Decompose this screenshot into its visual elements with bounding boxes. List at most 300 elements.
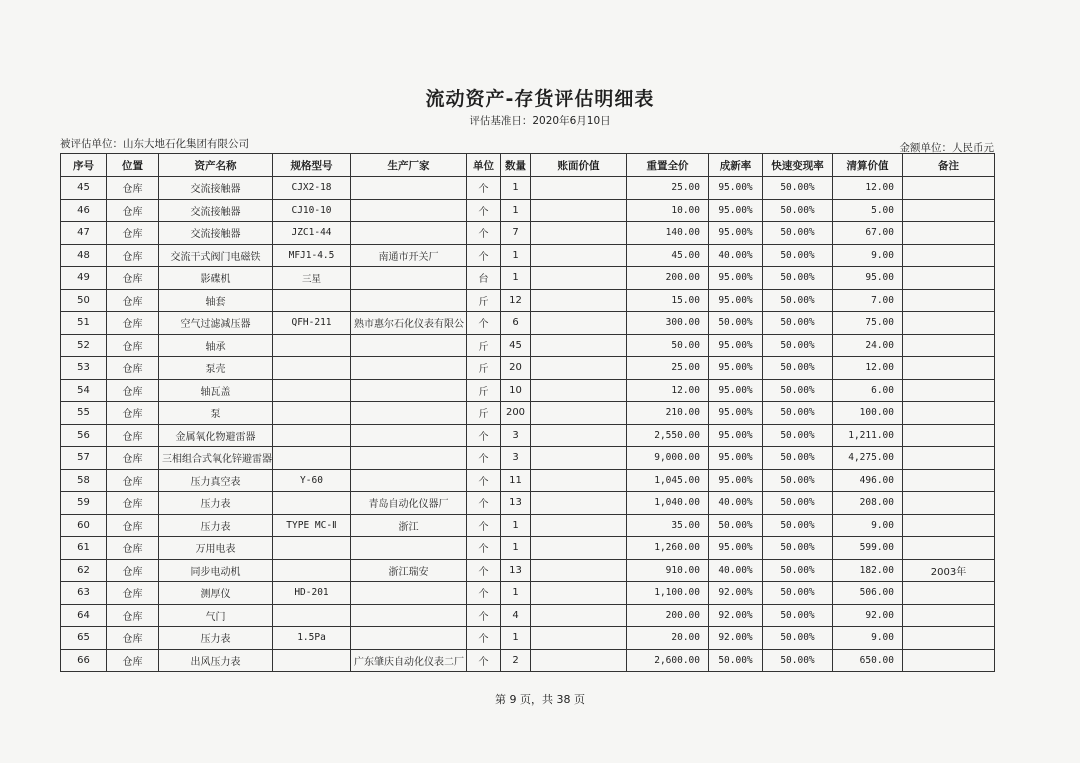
table-cell: 斤 [467, 334, 501, 357]
table-row [61, 402, 995, 425]
table-cell [531, 492, 627, 515]
table-cell: 仓库 [107, 627, 159, 650]
table-cell [531, 559, 627, 582]
table-cell: 50.00% [763, 289, 833, 312]
table-cell: 斤 [467, 402, 501, 425]
table-cell: 个 [467, 514, 501, 537]
table-cell: 熟市惠尔石化仪表有限公 [351, 312, 467, 335]
table-cell: Y-60 [273, 469, 351, 492]
table-cell: 压力表 [159, 514, 273, 537]
table-cell: 个 [467, 222, 501, 245]
table-cell: 25.00 [627, 177, 709, 200]
table-cell [531, 222, 627, 245]
table-cell: 仓库 [107, 537, 159, 560]
table-cell [273, 402, 351, 425]
table-cell: 广东肇庆自动化仪表二厂 [351, 649, 467, 672]
table-cell [531, 469, 627, 492]
table-cell: 7.00 [833, 289, 903, 312]
column-header: 资产名称 [159, 154, 273, 177]
table-cell: 54 [61, 379, 107, 402]
table-cell: 208.00 [833, 492, 903, 515]
table-cell [903, 244, 995, 267]
table-cell: 同步电动机 [159, 559, 273, 582]
table-cell: 910.00 [627, 559, 709, 582]
table-cell: 50.00% [709, 312, 763, 335]
table-row [61, 537, 995, 560]
table-cell: 60 [61, 514, 107, 537]
table-cell: 仓库 [107, 424, 159, 447]
table-cell: 个 [467, 627, 501, 650]
table-cell: 斤 [467, 379, 501, 402]
table-cell [273, 604, 351, 627]
table-cell: 300.00 [627, 312, 709, 335]
table-cell: 万用电表 [159, 537, 273, 560]
table-cell: 9.00 [833, 627, 903, 650]
table-cell: 1,045.00 [627, 469, 709, 492]
table-cell: 50.00% [763, 627, 833, 650]
table-cell [531, 177, 627, 200]
table-cell [903, 402, 995, 425]
table-cell: 交流接触器 [159, 199, 273, 222]
table-cell: 4,275.00 [833, 447, 903, 470]
table-cell: 浙江 [351, 514, 467, 537]
table-cell [273, 289, 351, 312]
table-cell: 仓库 [107, 334, 159, 357]
table-cell: 泵 [159, 402, 273, 425]
table-cell: 20 [501, 357, 531, 380]
table-cell: 50.00% [763, 177, 833, 200]
table-cell: 仓库 [107, 559, 159, 582]
table-cell: 12.00 [833, 357, 903, 380]
table-cell: 压力表 [159, 492, 273, 515]
table-cell: 20.00 [627, 627, 709, 650]
table-cell: 9,000.00 [627, 447, 709, 470]
table-cell: 210.00 [627, 402, 709, 425]
table-cell: 95.00% [709, 402, 763, 425]
table-cell: 50.00% [763, 469, 833, 492]
table-cell: 599.00 [833, 537, 903, 560]
table-cell: 1 [501, 537, 531, 560]
table-cell: 个 [467, 559, 501, 582]
inventory-table [60, 153, 995, 672]
table-cell: 95.00% [709, 222, 763, 245]
table-cell: 仓库 [107, 649, 159, 672]
table-cell [531, 447, 627, 470]
table-cell: TYPE MC-Ⅱ [273, 514, 351, 537]
table-cell: 1 [501, 244, 531, 267]
table-cell: 斤 [467, 357, 501, 380]
table-row [61, 424, 995, 447]
table-cell: 95.00% [709, 199, 763, 222]
table-cell: 仓库 [107, 267, 159, 290]
table-cell: 25.00 [627, 357, 709, 380]
table-cell: 52 [61, 334, 107, 357]
table-cell: 24.00 [833, 334, 903, 357]
table-cell: 4 [501, 604, 531, 627]
table-cell [351, 379, 467, 402]
table-cell: 2,550.00 [627, 424, 709, 447]
table-cell [903, 582, 995, 605]
table-cell: 95.00% [709, 424, 763, 447]
table-cell: 仓库 [107, 244, 159, 267]
table-cell: 50.00% [763, 379, 833, 402]
column-header: 序号 [61, 154, 107, 177]
table-row [61, 492, 995, 515]
table-cell [531, 334, 627, 357]
table-cell: 95.00% [709, 447, 763, 470]
table-cell: 46 [61, 199, 107, 222]
table-cell [531, 379, 627, 402]
table-cell: 95.00 [833, 267, 903, 290]
table-cell: 泵壳 [159, 357, 273, 380]
table-row [61, 559, 995, 582]
table-cell: 南通市开关厂 [351, 244, 467, 267]
table-cell: 9.00 [833, 244, 903, 267]
table-cell: 50 [61, 289, 107, 312]
table-row [61, 357, 995, 380]
table-cell: 92.00% [709, 627, 763, 650]
table-cell: 测厚仪 [159, 582, 273, 605]
table-cell [351, 267, 467, 290]
table-cell: 50.00% [763, 582, 833, 605]
table-cell: 压力表 [159, 627, 273, 650]
table-cell: 出风压力表 [159, 649, 273, 672]
table-cell: 200.00 [627, 267, 709, 290]
table-cell: 50.00% [763, 312, 833, 335]
table-cell: 个 [467, 492, 501, 515]
table-cell [351, 627, 467, 650]
table-cell: MFJ1-4.5 [273, 244, 351, 267]
table-cell: 1 [501, 514, 531, 537]
table-cell: 3 [501, 424, 531, 447]
table-cell: 95.00% [709, 537, 763, 560]
table-cell [351, 447, 467, 470]
table-cell: 50.00% [763, 357, 833, 380]
table-cell: 仓库 [107, 222, 159, 245]
table-cell: 75.00 [833, 312, 903, 335]
table-cell: 53 [61, 357, 107, 380]
column-header: 清算价值 [833, 154, 903, 177]
entity-label: 被评估单位：山东大地石化集团有限公司 [60, 138, 249, 150]
table-cell: 55 [61, 402, 107, 425]
table-cell: 个 [467, 447, 501, 470]
table-row [61, 222, 995, 245]
table-cell: 95.00% [709, 334, 763, 357]
table-cell [351, 424, 467, 447]
table-cell [531, 424, 627, 447]
table-cell: 182.00 [833, 559, 903, 582]
table-cell: 64 [61, 604, 107, 627]
table-cell [903, 424, 995, 447]
table-cell: 40.00% [709, 492, 763, 515]
column-header: 成新率 [709, 154, 763, 177]
table-cell: 67.00 [833, 222, 903, 245]
table-cell: 200.00 [627, 604, 709, 627]
table-cell: 650.00 [833, 649, 903, 672]
table-cell: 三星 [273, 267, 351, 290]
table-cell: 1 [501, 267, 531, 290]
table-cell: 57 [61, 447, 107, 470]
table-cell: 92.00% [709, 604, 763, 627]
table-cell: 仓库 [107, 604, 159, 627]
table-cell: 6.00 [833, 379, 903, 402]
table-cell [903, 379, 995, 402]
table-cell [531, 357, 627, 380]
table-cell: 50.00% [763, 514, 833, 537]
table-cell: 496.00 [833, 469, 903, 492]
table-cell [903, 222, 995, 245]
table-cell: 气门 [159, 604, 273, 627]
table-cell [351, 469, 467, 492]
table-cell: QFH-211 [273, 312, 351, 335]
table-cell: 95.00% [709, 357, 763, 380]
table-cell: 仓库 [107, 492, 159, 515]
table-cell: 47 [61, 222, 107, 245]
table-cell [273, 334, 351, 357]
table-cell: 仓库 [107, 199, 159, 222]
valuation-date: 评估基准日：2020年6月10日 [469, 115, 611, 127]
table-cell: 50.00% [763, 424, 833, 447]
table-cell: 6 [501, 312, 531, 335]
table-cell: 金属氧化物避雷器 [159, 424, 273, 447]
table-cell: HD-201 [273, 582, 351, 605]
table-cell: CJ10-10 [273, 199, 351, 222]
table-cell: 仓库 [107, 469, 159, 492]
table-cell: 仓库 [107, 514, 159, 537]
column-header: 备注 [903, 154, 995, 177]
table-cell [531, 312, 627, 335]
table-row [61, 334, 995, 357]
table-cell: CJX2-18 [273, 177, 351, 200]
table-cell [903, 492, 995, 515]
table-cell: 95.00% [709, 289, 763, 312]
table-row [61, 604, 995, 627]
table-cell: 交流接触器 [159, 177, 273, 200]
currency-label: 金额单位：人民币元 [899, 142, 994, 154]
table-cell: 50.00% [763, 402, 833, 425]
table-cell: 12.00 [833, 177, 903, 200]
table-cell: 200 [501, 402, 531, 425]
table-row [61, 177, 995, 200]
table-cell: 50.00% [763, 244, 833, 267]
table-cell [903, 199, 995, 222]
table-cell: 青岛自动化仪器厂 [351, 492, 467, 515]
table-row [61, 627, 995, 650]
table-cell: 仓库 [107, 379, 159, 402]
table-cell: 1 [501, 199, 531, 222]
page-title: 流动资产-存货评估明细表 [425, 88, 655, 110]
table-cell: 50.00% [763, 649, 833, 672]
table-cell: 40.00% [709, 559, 763, 582]
table-cell: 交流干式阀门电磁铁 [159, 244, 273, 267]
table-cell: 12 [501, 289, 531, 312]
table-cell: 1.5Pa [273, 627, 351, 650]
table-cell: 三相组合式氧化锌避雷器 [159, 447, 273, 470]
table-row [61, 312, 995, 335]
table-cell [531, 267, 627, 290]
table-cell: 50.00% [763, 334, 833, 357]
table-cell: 9.00 [833, 514, 903, 537]
table-cell: 个 [467, 469, 501, 492]
table-cell: 1 [501, 627, 531, 650]
column-header: 数量 [501, 154, 531, 177]
table-cell: 13 [501, 559, 531, 582]
table-cell [903, 469, 995, 492]
table-cell: 13 [501, 492, 531, 515]
table-cell [903, 267, 995, 290]
table-cell: 个 [467, 649, 501, 672]
table-cell: 45.00 [627, 244, 709, 267]
table-cell [273, 559, 351, 582]
table-cell [903, 604, 995, 627]
table-cell: 5.00 [833, 199, 903, 222]
table-cell [351, 199, 467, 222]
table-row [61, 289, 995, 312]
table-cell: 1,260.00 [627, 537, 709, 560]
table-cell: 仓库 [107, 289, 159, 312]
table-cell: 7 [501, 222, 531, 245]
table-cell: 仓库 [107, 582, 159, 605]
table-cell: 轴承 [159, 334, 273, 357]
table-cell [273, 357, 351, 380]
table-cell: 50.00% [763, 199, 833, 222]
table-cell [903, 177, 995, 200]
table-row [61, 469, 995, 492]
table-cell [351, 604, 467, 627]
column-header: 快速变现率 [763, 154, 833, 177]
table-cell [531, 199, 627, 222]
table-cell: 仓库 [107, 312, 159, 335]
table-cell: 92.00% [709, 582, 763, 605]
table-cell: 斤 [467, 289, 501, 312]
table-cell: 仓库 [107, 447, 159, 470]
table-cell [351, 402, 467, 425]
table-cell [531, 514, 627, 537]
table-cell: 个 [467, 424, 501, 447]
table-cell [903, 514, 995, 537]
column-header: 规格型号 [273, 154, 351, 177]
column-header: 单位 [467, 154, 501, 177]
column-header: 重置全价 [627, 154, 709, 177]
table-cell [531, 604, 627, 627]
table-cell: 35.00 [627, 514, 709, 537]
table-row [61, 244, 995, 267]
table-cell: 轴套 [159, 289, 273, 312]
table-cell: 56 [61, 424, 107, 447]
table-row [61, 199, 995, 222]
table-cell [351, 357, 467, 380]
table-cell: 63 [61, 582, 107, 605]
table-cell: 交流接触器 [159, 222, 273, 245]
table-cell: 100.00 [833, 402, 903, 425]
table-cell: 个 [467, 582, 501, 605]
table-cell: 40.00% [709, 244, 763, 267]
table-cell: 11 [501, 469, 531, 492]
table-cell: 62 [61, 559, 107, 582]
table-cell: 50.00% [763, 267, 833, 290]
table-cell: 1 [501, 177, 531, 200]
table-cell: 50.00% [763, 222, 833, 245]
table-cell: 个 [467, 177, 501, 200]
table-cell: 个 [467, 199, 501, 222]
table-cell [531, 244, 627, 267]
table-cell: 仓库 [107, 177, 159, 200]
table-cell [903, 537, 995, 560]
table-cell: 140.00 [627, 222, 709, 245]
table-cell: 95.00% [709, 379, 763, 402]
table-cell [903, 289, 995, 312]
table-cell: 10.00 [627, 199, 709, 222]
table-cell [903, 334, 995, 357]
column-header: 位置 [107, 154, 159, 177]
table-cell: 压力真空表 [159, 469, 273, 492]
table-cell: 2 [501, 649, 531, 672]
table-cell: 59 [61, 492, 107, 515]
table-cell: 个 [467, 537, 501, 560]
table-cell [273, 424, 351, 447]
table-cell: 个 [467, 244, 501, 267]
column-header: 生产厂家 [351, 154, 467, 177]
table-cell: 个 [467, 604, 501, 627]
table-cell: 51 [61, 312, 107, 335]
table-cell: 45 [61, 177, 107, 200]
table-cell: 影碟机 [159, 267, 273, 290]
table-cell: 50.00 [627, 334, 709, 357]
table-cell: 3 [501, 447, 531, 470]
page-number: 第 9 页，共 38 页 [495, 693, 585, 706]
column-header: 账面价值 [531, 154, 627, 177]
table-cell [903, 649, 995, 672]
table-cell [273, 447, 351, 470]
table-row [61, 447, 995, 470]
table-cell: 95.00% [709, 469, 763, 492]
table-cell: 1,040.00 [627, 492, 709, 515]
table-cell [351, 177, 467, 200]
table-cell [531, 402, 627, 425]
table-cell: 1,211.00 [833, 424, 903, 447]
table-cell: 轴瓦盖 [159, 379, 273, 402]
table-cell: 50.00% [763, 559, 833, 582]
table-cell: 1 [501, 582, 531, 605]
table-cell: 台 [467, 267, 501, 290]
table-cell: 50.00% [709, 649, 763, 672]
table-cell: 95.00% [709, 267, 763, 290]
table-cell [273, 537, 351, 560]
table-cell: 浙江瑞安 [351, 559, 467, 582]
table-row [61, 379, 995, 402]
table-cell [351, 582, 467, 605]
table-cell [351, 289, 467, 312]
table-cell [531, 289, 627, 312]
table-cell: 50.00% [763, 537, 833, 560]
table-cell: 49 [61, 267, 107, 290]
table-cell [903, 627, 995, 650]
table-cell: 15.00 [627, 289, 709, 312]
table-cell: 2003年 [903, 559, 995, 582]
table-cell: 45 [501, 334, 531, 357]
table-cell [351, 537, 467, 560]
table-cell: 50.00% [763, 447, 833, 470]
table-cell: 95.00% [709, 177, 763, 200]
table-row [61, 514, 995, 537]
table-cell [351, 334, 467, 357]
table-row [61, 649, 995, 672]
table-row [61, 582, 995, 605]
table-cell: 506.00 [833, 582, 903, 605]
table-cell [903, 357, 995, 380]
table-cell [531, 627, 627, 650]
table-cell [273, 379, 351, 402]
